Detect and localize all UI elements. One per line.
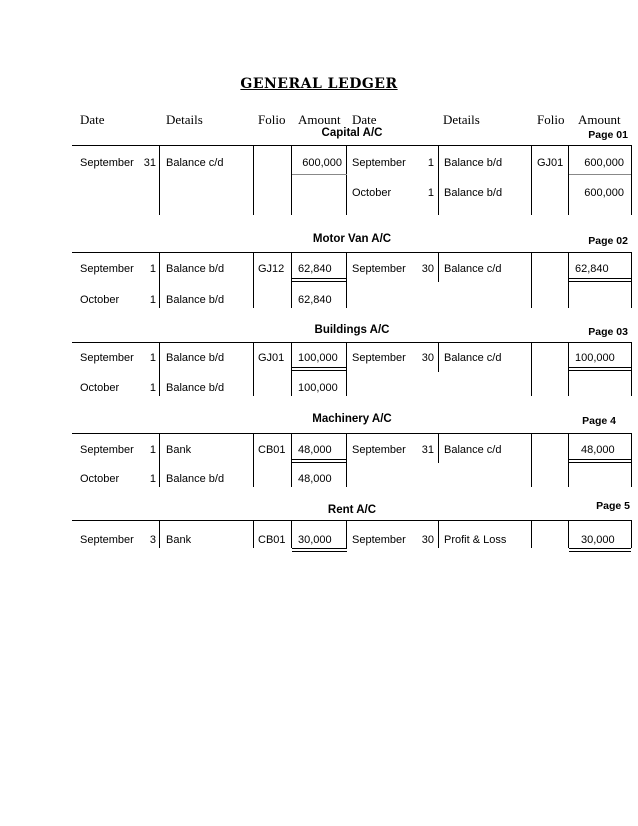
account-title: Machinery A/C: [312, 413, 392, 425]
row-amount-credit: 62,840: [575, 263, 609, 275]
row-amount: 30,000: [298, 534, 332, 546]
account-rent: [72, 500, 632, 556]
account-motor-van: [72, 233, 632, 313]
row-details-credit: Profit & Loss: [444, 534, 507, 546]
row-date-day: 1: [149, 382, 156, 394]
row-date-day-credit: 1: [427, 187, 434, 199]
ledger-title: GENERAL LEDGER: [240, 76, 398, 92]
row-date-month: September: [80, 157, 134, 169]
row-date-day-credit: 30: [421, 352, 434, 364]
row-details: Balance b/d: [166, 294, 225, 306]
row-date-day: 31: [143, 157, 156, 169]
account-title: Motor Van A/C: [312, 233, 392, 245]
header-folio: Folio: [258, 112, 286, 127]
row-details: Balance b/d: [166, 352, 225, 364]
page-number: Page 02: [588, 235, 628, 247]
row-date-month-credit: October: [352, 187, 392, 199]
row-date-day-credit: 1: [427, 157, 434, 169]
row-date-month: October: [80, 473, 120, 485]
row-date-day: 1: [149, 294, 156, 306]
row-amount: 48,000: [298, 473, 332, 485]
account-machinery: [72, 413, 632, 493]
row-date-day: 3: [149, 534, 156, 546]
row-details: Balance b/d: [166, 473, 225, 485]
row-amount: 62,840: [298, 294, 332, 306]
row-amount: 62,840: [298, 263, 332, 275]
account-capital: [72, 127, 632, 217]
row-details-credit: Balance c/d: [444, 352, 502, 364]
row-date-month: September: [80, 444, 134, 456]
account-title: Buildings A/C: [314, 324, 390, 336]
row-date-month: September: [80, 263, 134, 275]
page-number: Page 4: [582, 415, 616, 427]
header-date-credit: Date: [352, 112, 377, 127]
row-date-month-credit: September: [352, 534, 406, 546]
row-details: Balance b/d: [166, 263, 225, 275]
row-details: Bank: [166, 534, 192, 546]
row-date-month-credit: September: [352, 352, 406, 364]
header-details: Details: [166, 112, 203, 127]
header-details-credit: Details: [443, 112, 480, 127]
row-date-month: October: [80, 294, 120, 306]
row-amount: 600,000: [302, 157, 342, 169]
row-date-month: September: [80, 534, 134, 546]
row-details-credit: Balance c/d: [444, 263, 502, 275]
header-date: Date: [80, 112, 105, 127]
page-number: Page 5: [596, 500, 630, 512]
row-amount-credit: 600,000: [584, 187, 624, 199]
header-amount: Amount: [298, 112, 341, 127]
row-amount: 100,000: [298, 382, 338, 394]
row-details: Balance c/d: [166, 157, 224, 169]
header-folio-credit: Folio: [537, 112, 565, 127]
row-details-credit: Balance b/d: [444, 187, 503, 199]
row-date-month-credit: September: [352, 263, 406, 275]
row-details: Balance b/d: [166, 382, 225, 394]
account-title: Capital A/C: [321, 127, 383, 139]
row-details-credit: Balance b/d: [444, 157, 503, 169]
row-details-credit: Balance c/d: [444, 444, 502, 456]
row-amount-credit: 48,000: [581, 444, 615, 456]
header-amount-credit: Amount: [578, 112, 621, 127]
row-date-day: 1: [149, 352, 156, 364]
row-date-month: September: [80, 352, 134, 364]
row-details: Bank: [166, 444, 192, 456]
row-date-day-credit: 30: [421, 263, 434, 275]
row-amount-credit: 100,000: [575, 352, 615, 364]
row-date-day-credit: 31: [421, 444, 434, 456]
row-folio-credit: GJ01: [537, 157, 564, 169]
page-number: Page 01: [588, 129, 628, 141]
row-folio: GJ12: [258, 263, 285, 275]
row-amount: 48,000: [298, 444, 332, 456]
row-date-day: 1: [149, 444, 156, 456]
row-date-day: 1: [149, 473, 156, 485]
row-date-month-credit: September: [352, 444, 406, 456]
row-folio: CB01: [258, 444, 286, 456]
row-date-month-credit: September: [352, 157, 406, 169]
row-date-day: 1: [149, 263, 156, 275]
page-number: Page 03: [588, 326, 628, 338]
row-folio: CB01: [258, 534, 286, 546]
row-amount: 100,000: [298, 352, 338, 364]
row-folio: GJ01: [258, 352, 285, 364]
row-amount-credit: 30,000: [581, 534, 615, 546]
account-buildings: [72, 324, 632, 400]
account-title: Rent A/C: [327, 504, 377, 516]
row-date-day-credit: 30: [421, 534, 434, 546]
row-date-month: October: [80, 382, 120, 394]
row-amount-credit: 600,000: [584, 157, 624, 169]
